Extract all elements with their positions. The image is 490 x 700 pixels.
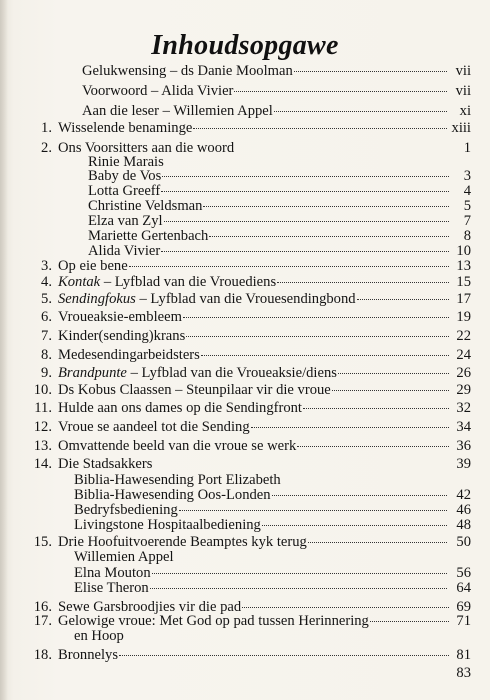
dot-leader — [272, 495, 447, 496]
toc-entry — [0, 290, 490, 308]
toc-entry-label: Willemien Appel — [74, 549, 174, 565]
toc-entry-label: Vroue se aandeel tot die Sending — [58, 419, 250, 435]
toc-entry-text — [58, 346, 450, 364]
dot-leader — [308, 542, 447, 543]
toc-entry-label: Omvattende beeld van die vroue se werk — [58, 438, 297, 454]
toc-entry-number: 5. — [41, 291, 52, 307]
toc-entry-number: 16. — [33, 599, 52, 615]
dot-leader — [332, 390, 449, 391]
toc-entry-number: 4. — [41, 274, 52, 290]
toc-entry-label: Drie Hoofuitvoerende Beamptes kyk terug — [58, 534, 307, 550]
toc-entry-text — [82, 102, 448, 120]
toc-entry — [0, 579, 490, 597]
toc-entry-text — [58, 399, 450, 417]
toc-entry — [0, 418, 490, 436]
toc-entry-label: Gelowige vroue: Met God op pad tussen Herinnering — [58, 613, 369, 629]
toc-entry-page: 42 — [456, 487, 471, 503]
toc-entry-number: 3. — [41, 258, 52, 274]
toc-entry-label: Sewe Garsbroodjies vir die pad — [58, 599, 242, 615]
toc-entry-text — [74, 579, 448, 597]
toc-entry-number: 2. — [41, 140, 52, 156]
toc-entry-label: Kinder(sending)krans — [58, 328, 186, 344]
toc-entry — [0, 437, 490, 455]
toc-entry-label: Die Stadsakkers — [58, 456, 153, 472]
toc-entry-label: Vroueaksie-embleem — [58, 309, 182, 325]
toc-entry — [0, 308, 490, 326]
toc-entry-label: Op eie bene — [58, 258, 128, 274]
toc-entry — [0, 664, 490, 682]
dot-leader — [251, 427, 449, 428]
page-title: Inhoudsopgawe — [151, 30, 339, 61]
toc-entry-page: 15 — [456, 274, 471, 290]
toc-entry — [0, 82, 490, 100]
dot-leader — [370, 621, 449, 622]
toc-entry-label: Biblia-Hawesending Oos-Londen — [74, 487, 271, 503]
dot-leader — [262, 525, 447, 526]
dot-leader — [161, 191, 449, 192]
toc-entry-page: 50 — [456, 534, 471, 550]
toc-entry-page: 8 — [463, 228, 471, 244]
toc-entry-number: 9. — [41, 365, 52, 381]
dot-leader — [162, 176, 449, 177]
toc-entry-label: Livingstone Hospitaalbediening — [74, 517, 261, 533]
toc-entry-page: 32 — [456, 400, 471, 416]
toc-entry-page: 4 — [463, 183, 471, 199]
toc-entry-label: Bronnelys — [58, 647, 118, 663]
toc-entry-label: Aan die leser – Willemien Appel — [82, 103, 273, 119]
toc-entry-label: – Lyfblad van die Vroueaksie/diens — [126, 365, 337, 381]
toc-entry-page: 24 — [456, 347, 471, 363]
toc-entry-number: 10. — [33, 382, 52, 398]
toc-entry-label: Elza van Zyl — [88, 213, 163, 229]
dot-leader — [209, 236, 449, 237]
dot-leader — [164, 221, 449, 222]
dot-leader — [161, 251, 449, 252]
toc-entry-page: 36 — [456, 438, 471, 454]
toc-entry-label: Lotta Greeff — [88, 183, 161, 199]
toc-entry-label: – Lyfblad van die Vrouediens — [100, 274, 277, 290]
dot-leader — [234, 91, 447, 92]
toc-entry-text — [74, 516, 448, 534]
toc-entry-label: – Lyfblad van die Vrouesendingbond — [135, 291, 356, 307]
toc-entry-page: 56 — [456, 565, 471, 581]
toc-entry-text — [82, 62, 448, 80]
toc-entry-label: Wisselende benaminge — [58, 120, 193, 136]
dot-leader — [242, 607, 449, 608]
toc-entry-label: Ds Kobus Claassen – Steunpilaar vir die vroue — [58, 382, 331, 398]
toc-entry-page: 48 — [456, 517, 471, 533]
toc-entry-text — [58, 381, 450, 399]
dot-leader — [183, 317, 449, 318]
toc-entry-label: Gelukwensing – ds Danie Moolman — [82, 63, 293, 79]
dot-leader — [203, 206, 449, 207]
toc-entry — [0, 273, 490, 291]
toc-entry — [0, 119, 490, 137]
toc-entry-page: 39 — [456, 456, 471, 472]
toc-entry-label: Bedryfsbediening — [74, 502, 178, 518]
toc-entry — [0, 646, 490, 664]
dot-leader — [179, 510, 447, 511]
toc-entry-label: Voorwoord – Alida Vivier — [82, 83, 234, 99]
toc-entry-title-italic: Brandpunte — [58, 365, 127, 381]
toc-entry-page: 69 — [456, 599, 471, 615]
toc-entry-text — [58, 119, 448, 137]
toc-entry-label: Medesendingarbeidsters — [58, 347, 200, 363]
toc-entry-label: Rinie Marais — [88, 154, 164, 170]
toc-entry-number: 11. — [34, 400, 52, 416]
toc-entry-number: 18. — [33, 647, 52, 663]
toc-entry-label: Mariette Gertenbach — [88, 228, 209, 244]
toc-entry-title-italic: Kontak — [58, 274, 101, 290]
toc-entry-label: Biblia-Hawesending Port Elizabeth — [74, 472, 281, 488]
toc-entry-page: xi — [459, 103, 471, 119]
toc-entry-text — [58, 646, 450, 664]
toc-entry-page: 5 — [463, 198, 471, 214]
toc-entry-page: vii — [455, 63, 471, 79]
toc-entry-text — [58, 327, 450, 345]
dot-leader — [274, 111, 447, 112]
toc-entry-page: 29 — [456, 382, 471, 398]
dot-leader — [152, 573, 447, 574]
toc-entry-page: 17 — [456, 291, 471, 307]
toc-entry-label: Elise Theron — [74, 580, 149, 596]
dot-leader — [297, 446, 449, 447]
toc-entry-label: en Hoop — [74, 628, 124, 644]
toc-entry-title-italic: Sendingfokus — [58, 291, 136, 307]
toc-entry-page: 10 — [456, 243, 471, 259]
toc-entry-label: Elna Mouton — [74, 565, 151, 581]
dot-leader — [129, 266, 449, 267]
dot-leader — [277, 282, 449, 283]
dot-leader — [338, 373, 449, 374]
toc-entry-page: 46 — [456, 502, 471, 518]
toc-entry-label: Christine Veldsman — [88, 198, 203, 214]
toc-entry-number: 13. — [33, 438, 52, 454]
toc-entry-number: 8. — [41, 347, 52, 363]
toc-entry — [0, 399, 490, 417]
toc-entry — [0, 62, 490, 80]
toc-entry-number: 15. — [33, 534, 52, 550]
toc-entry-text — [58, 308, 450, 326]
toc-entry-text — [82, 82, 448, 100]
toc-entry — [0, 102, 490, 120]
toc-entry-page: 83 — [456, 665, 471, 681]
toc-entry-label: Ons Voorsitters aan die woord — [58, 140, 235, 156]
toc-entry-page: 64 — [456, 580, 471, 596]
toc-entry-number: 17. — [33, 613, 52, 629]
toc-entry-page: 26 — [456, 365, 471, 381]
dot-leader — [294, 71, 447, 72]
toc-entry-text — [58, 364, 450, 382]
toc-entry-number: 12. — [33, 419, 52, 435]
toc-entry — [0, 364, 490, 382]
toc-entry-number: 7. — [41, 328, 52, 344]
toc-entry-number: 6. — [41, 309, 52, 325]
dot-leader — [150, 588, 447, 589]
toc-entry-text — [58, 273, 450, 291]
toc-entry-page: 3 — [463, 168, 471, 184]
toc-entry-page: xiii — [451, 120, 471, 136]
dot-leader — [201, 355, 449, 356]
toc-entry-number: 14. — [33, 456, 52, 472]
toc-entry-page: 19 — [456, 309, 471, 325]
toc-entry — [0, 516, 490, 534]
dot-leader — [186, 336, 449, 337]
toc-entry-page: 22 — [456, 328, 471, 344]
toc-entry-page: 7 — [463, 213, 471, 229]
toc-entry-page: 71 — [456, 613, 471, 629]
toc-entry-label: Baby de Vos — [88, 168, 162, 184]
toc-entry-label: Hulde aan ons dames op die Sendingfront — [58, 400, 302, 416]
toc-entry-text — [58, 437, 450, 455]
dot-leader — [193, 128, 447, 129]
dot-leader — [119, 655, 449, 656]
toc-entry-page: vii — [455, 83, 471, 99]
toc-entry-page: 1 — [463, 140, 471, 156]
toc-entry — [0, 346, 490, 364]
dot-leader — [357, 299, 449, 300]
toc-entry-label: Alida Vivier — [88, 243, 161, 259]
toc-entry — [0, 381, 490, 399]
toc-entry-text — [74, 627, 124, 645]
toc-entry-text — [58, 290, 450, 308]
toc-entry-page: 34 — [456, 419, 471, 435]
toc-entry — [0, 327, 490, 345]
toc-entry-page: 81 — [456, 647, 471, 663]
toc-entry-page: 13 — [456, 258, 471, 274]
toc-entry-text — [58, 418, 450, 436]
dot-leader — [303, 408, 449, 409]
toc-entry — [0, 627, 490, 645]
toc-entry-number: 1. — [41, 120, 52, 136]
